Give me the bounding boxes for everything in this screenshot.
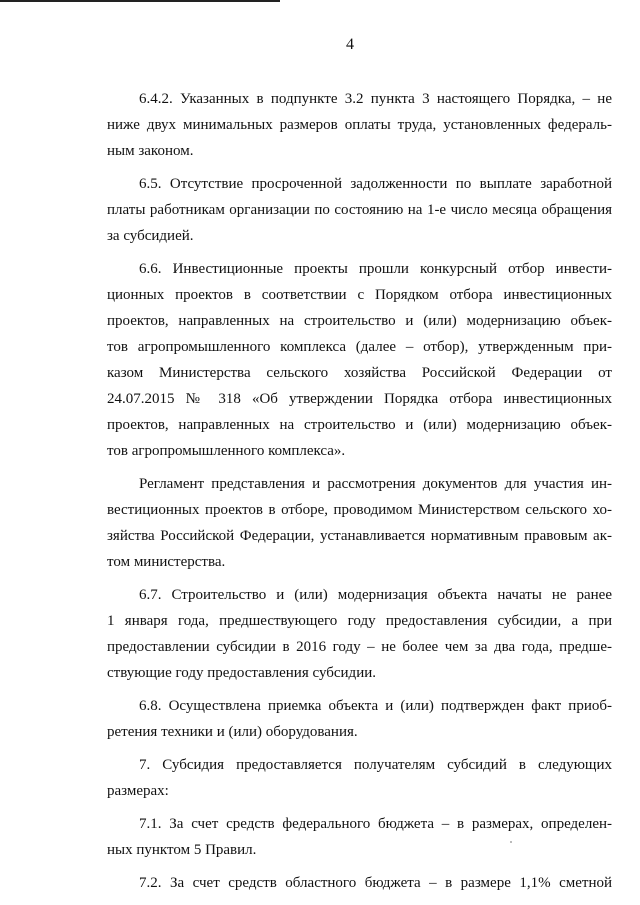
text-line: ретения техники и (или) оборудования. <box>107 724 358 740</box>
top-rule <box>0 0 280 2</box>
text-line: ным законом. <box>107 143 194 159</box>
text-line: тов агропромышленного комплекса». <box>107 443 346 459</box>
document-body <box>107 86 612 903</box>
text-line: 7.1. За счет средств федерального бюджета – в размерах, определен- <box>139 816 612 832</box>
text-line: размерах: <box>107 783 169 799</box>
paragraph-7-2 <box>107 870 612 896</box>
paragraph-6-8 <box>107 693 612 745</box>
text-line: том министерства. <box>107 554 226 570</box>
paragraph-7-1 <box>107 811 612 863</box>
text-line: 7.2. За счет средств областного бюджета – в размере 1,1% сметной <box>139 875 612 891</box>
text-line: 6.7. Строительство и (или) модернизация объекта начаты не ранее <box>139 587 612 603</box>
text-line: ствующие году предоставления субсидии. <box>107 665 376 681</box>
text-line: 1 января года, предшествующего году предоставления субсидии, а при <box>107 613 612 629</box>
text-line: казом Министерства сельского хозяйства Российской Федерации от <box>107 365 612 381</box>
text-line: за субсидией. <box>107 228 194 244</box>
text-line: предоставлении субсидии в 2016 году – не более чем за два года, предше- <box>107 639 612 655</box>
text-line: ных пунктом 5 Правил. <box>107 842 257 858</box>
text-line: 6.8. Осуществлена приемка объекта и (или) подтвержден факт приоб- <box>139 698 612 714</box>
paragraph-6-4-2 <box>107 86 612 164</box>
paragraph-6-7 <box>107 582 612 686</box>
text-line: 6.6. Инвестиционные проекты прошли конкурсный отбор инвести- <box>139 261 612 277</box>
text-line: зяйства Российской Федерации, устанавливается нормативным правовым ак- <box>107 528 612 544</box>
text-line: ционных проектов в соответствии с Порядком отбора инвестиционных <box>107 287 612 303</box>
paragraph-6-6 <box>107 256 612 464</box>
text-line: тов агропромышленного комплекса (далее – отбор), утвержденным при- <box>107 339 612 355</box>
text-line: 24.07.2015 № 318 «Об утверждении Порядка отбора инвестиционных <box>107 391 612 407</box>
text-line: 6.5. Отсутствие просроченной задолженности по выплате заработной <box>139 176 612 192</box>
paragraph-reglament <box>107 471 612 575</box>
text-line: 6.4.2. Указанных в подпункте 3.2 пункта 3 настоящего Порядка, – не <box>139 91 612 107</box>
text-line: проектов, направленных на строительство и (или) модернизацию объек- <box>107 417 612 433</box>
text-line: проектов, направленных на строительство и (или) модернизацию объек- <box>107 313 612 329</box>
text-line: вестиционных проектов в отборе, проводимом Министерством сельского хо- <box>107 502 612 518</box>
page-number: 4 <box>346 36 354 53</box>
text-line: платы работникам организации по состоянию на 1-е число месяца обращения <box>107 202 612 218</box>
paragraph-6-5 <box>107 171 612 249</box>
scan-speck <box>510 841 512 843</box>
text-line: ниже двух минимальных размеров оплаты труда, установленных федераль- <box>107 117 612 133</box>
paragraph-7 <box>107 752 612 804</box>
text-line: 7. Субсидия предоставляется получателям субсидий в следующих <box>139 757 612 773</box>
text-line: Регламент представления и рассмотрения документов для участия ин- <box>139 476 612 492</box>
